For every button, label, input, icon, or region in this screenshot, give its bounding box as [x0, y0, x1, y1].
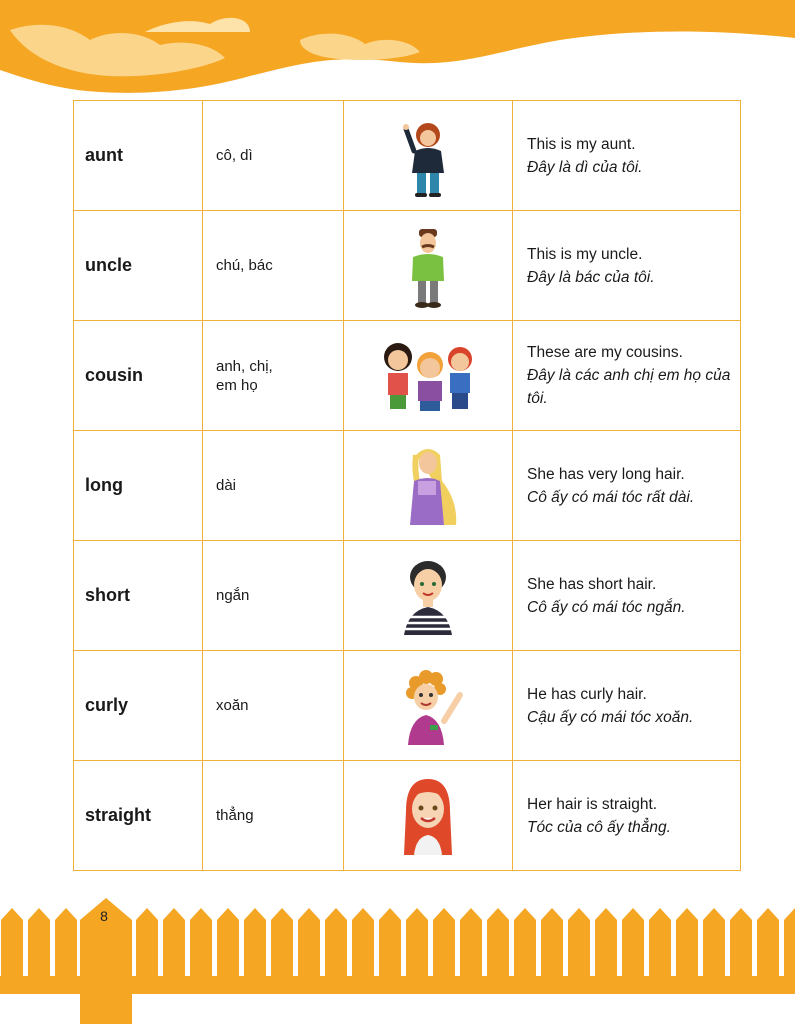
- example-english: This is my aunt.: [527, 135, 636, 153]
- vocab-meaning: cô, dì: [203, 101, 344, 211]
- fence-picket: [784, 908, 795, 976]
- vocab-meaning: dài: [203, 431, 344, 541]
- example-english: She has very long hair.: [527, 465, 685, 483]
- fence-picket: [325, 908, 347, 976]
- vocab-word: aunt: [74, 101, 203, 211]
- fence-picket: [190, 908, 212, 976]
- man-mustache-icon: [368, 221, 488, 311]
- fence-picket: [28, 908, 50, 976]
- example-english: These are my cousins.: [527, 344, 683, 361]
- vocab-word: short: [74, 541, 203, 651]
- fence-picket: [676, 908, 698, 976]
- page-number: 8: [100, 908, 108, 924]
- fence-picket: [649, 908, 671, 976]
- fence-picket: [757, 908, 779, 976]
- fence-picket: [460, 908, 482, 976]
- fence-picket: [379, 908, 401, 976]
- example-english: Her hair is straight.: [527, 795, 658, 813]
- example-vietnamese: Đây là dì của tôi.: [527, 158, 643, 176]
- woman-waving-icon: [368, 111, 488, 201]
- fence-picket: [217, 908, 239, 976]
- fence-picket: [244, 908, 266, 976]
- fence-picket: [622, 908, 644, 976]
- example-english: This is my uncle.: [527, 245, 643, 263]
- vocab-meaning: xoăn: [203, 651, 344, 761]
- vocab-word: cousin: [74, 321, 203, 431]
- table-row: [74, 211, 741, 321]
- vocab-meaning: chú, bác: [203, 211, 344, 321]
- vocab-word: curly: [74, 651, 203, 761]
- curly-hair-boy-icon: [368, 661, 488, 751]
- picket-fence-footer: [0, 880, 795, 1024]
- long-hair-girl-icon: [368, 441, 488, 531]
- vocab-meaning: anh, chị, em họ: [203, 321, 344, 431]
- fence-picket: [298, 908, 320, 976]
- fence-picket: [595, 908, 617, 976]
- vocab-word: uncle: [74, 211, 203, 321]
- fence-picket: [568, 908, 590, 976]
- table-row: [74, 541, 741, 651]
- vocab-meaning: thẳng: [203, 761, 344, 871]
- example-vietnamese: Cậu ấy có mái tóc xoăn.: [527, 708, 694, 726]
- table-row: [74, 761, 741, 871]
- vocab-word: straight: [74, 761, 203, 871]
- table-row: [74, 431, 741, 541]
- table-row: [74, 101, 741, 211]
- short-hair-woman-icon: [368, 551, 488, 641]
- example-vietnamese: Đây là các anh chị em họ của tôi.: [527, 367, 731, 407]
- fence-picket: [1, 908, 23, 976]
- fence-picket: [487, 908, 509, 976]
- table-row: [74, 321, 741, 431]
- example-vietnamese: Cô ấy có mái tóc rất dài.: [527, 488, 695, 506]
- fence-picket: [136, 908, 158, 976]
- fence-picket: [541, 908, 563, 976]
- example-vietnamese: Tóc của cô ấy thẳng.: [527, 818, 671, 836]
- vocabulary-table: [73, 100, 741, 871]
- fence-picket: [55, 908, 77, 976]
- fence-picket: [703, 908, 725, 976]
- fence-picket: [514, 908, 536, 976]
- fence-picket: [406, 908, 428, 976]
- example-english: He has curly hair.: [527, 685, 647, 703]
- example-english: She has short hair.: [527, 575, 657, 593]
- fence-picket: [271, 908, 293, 976]
- three-children-icon: [368, 331, 488, 421]
- vocab-meaning: ngắn: [203, 541, 344, 651]
- fence-picket: [352, 908, 374, 976]
- straight-hair-girl-icon: [368, 771, 488, 861]
- example-vietnamese: Đây là bác của tôi.: [527, 268, 655, 286]
- vocab-word: long: [74, 431, 203, 541]
- fence-picket: [163, 908, 185, 976]
- table-row: [74, 651, 741, 761]
- fence-picket: [433, 908, 455, 976]
- fence-picket: [730, 908, 752, 976]
- example-vietnamese: Cô ấy có mái tóc ngắn.: [527, 598, 686, 616]
- header-clouds-banner: [0, 0, 795, 100]
